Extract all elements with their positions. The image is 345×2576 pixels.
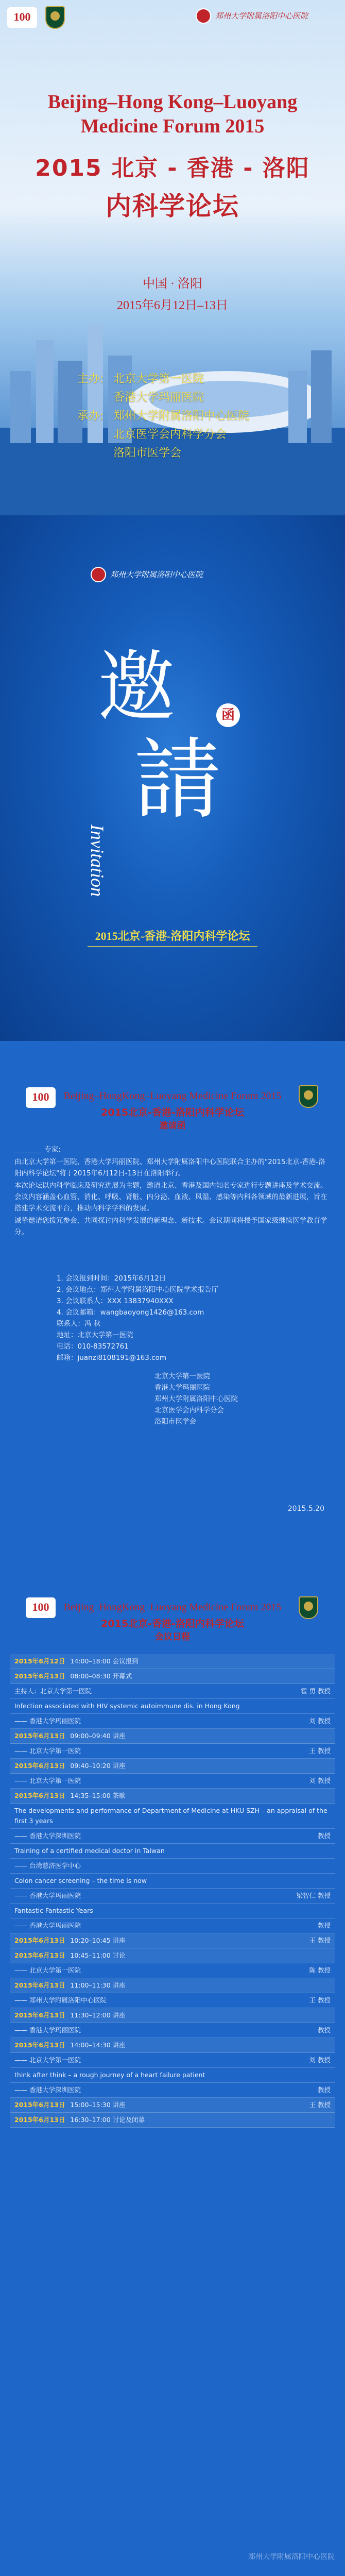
watermark: 郑州大学附属洛阳中心医院 <box>248 2553 335 2561</box>
schedule-row <box>10 1933 335 1948</box>
schedule-speaker: 霍 勇 教授 <box>301 1687 331 1695</box>
signer: 郑州大学附属洛阳中心医院 <box>154 1395 238 1403</box>
schedule-text: —— 香港大学玛丽医院 <box>14 1892 81 1899</box>
invitation-panel <box>0 515 345 1041</box>
schedule-text: think after think – a rough journey of a heart failure patient <box>14 2071 205 2079</box>
schedule-row <box>10 1684 335 1699</box>
pku-100-logo: 100 <box>26 1087 56 1108</box>
schedule-text: 16:30–17:00 讨论及闭幕 <box>70 2116 145 2124</box>
schedule-row <box>10 2023 335 2038</box>
schedule-text: —— 台湾慈济医学中心 <box>14 1862 81 1870</box>
schedule-row <box>10 1904 335 1918</box>
schedule-row <box>10 1829 335 1844</box>
letter-paragraph: 诚挚邀请您拨冗参会，共同探讨内科学发展的新理念、新技术。会议期间将授予国家级继续医学教育学分。 <box>14 1217 327 1236</box>
signer-list <box>154 1371 309 1427</box>
schedule-text: Colon cancer screening – the time is now <box>14 1877 147 1884</box>
schedule-time: 2015年6月13日 <box>14 2116 65 2124</box>
schedule-row <box>10 1889 335 1904</box>
title-en-line1: Beijing–Hong Kong–Luoyang <box>47 91 298 113</box>
letter-date: 2015.5.20 <box>287 1505 324 1513</box>
footer-divider <box>88 946 257 947</box>
schedule-text: 10:45–11:00 讨论 <box>70 1951 126 1959</box>
invitation-char-1: 邀 <box>98 645 176 731</box>
invitation-footer: 2015北京-香港-洛阳内科学论坛 <box>95 930 250 942</box>
contact-line: 地址：北京大学第一医院 <box>57 1331 133 1339</box>
schedule-row <box>10 2038 335 2053</box>
schedule-speaker: 陈 教授 <box>309 1966 331 1974</box>
schedule-speaker: 梁智仁 教授 <box>296 1892 331 1899</box>
schedule-text: 15:00–15:30 讲座 <box>70 2101 126 2109</box>
schedule-text: The developments and performance of Department of Medicine at HKU SZH – an appraisal of the first 3 years <box>14 1807 327 1825</box>
schedule-text: 主持人：北京大学第一医院 <box>14 1687 92 1695</box>
schedule-speaker: 王 教授 <box>309 1747 331 1755</box>
schedule-text: —— 北京大学第一医院 <box>14 1777 81 1784</box>
schedule-row <box>10 1729 335 1744</box>
schedule-panel <box>0 1567 345 2576</box>
schedule-time: 2015年6月13日 <box>14 2101 65 2109</box>
logo-100-text: 100 <box>13 10 31 23</box>
schedule-time: 2015年6月13日 <box>14 1672 65 1680</box>
schedule-speaker: 刘 教授 <box>309 2056 331 2064</box>
date-text: 2015年6月12日–13日 <box>117 299 228 312</box>
schedule-row <box>10 2113 335 2128</box>
contact-line: 3. 会议联系人：XXX 13837940XXX <box>57 1297 174 1305</box>
schedule-time: 2015年6月13日 <box>14 1981 65 1989</box>
contact-line: 2. 会议地点：郑州大学附属洛阳中心医院学术报告厅 <box>57 1286 219 1294</box>
schedule-text: —— 香港大学深圳医院 <box>14 1832 81 1840</box>
invitation-char-2: 請 <box>134 732 222 829</box>
contact-line: 1. 会议报到时间：2015年6月12日 <box>57 1274 166 1283</box>
schedule-row <box>10 1654 335 1669</box>
contact-line: 邮箱：juanzi8108191@163.com <box>57 1354 166 1362</box>
letter-head-sub: 邀请函 <box>159 1121 186 1131</box>
schedule-table <box>10 1654 335 2128</box>
schedule-speaker: 王 教授 <box>309 1996 331 2004</box>
schedule-time: 2015年6月13日 <box>14 1792 65 1799</box>
schedule-time: 2015年6月13日 <box>14 2011 65 2019</box>
schedule-text: —— 北京大学第一医院 <box>14 2056 81 2064</box>
organizer-row: 主办: 北京大学第一医院 <box>77 373 204 385</box>
title-cn-line1: 2015 北京 - 香港 - 洛阳 <box>35 155 310 181</box>
schedule-time: 2015年6月13日 <box>14 1951 65 1959</box>
schedule-row <box>10 1699 335 1714</box>
contact-line: 电话：010-83572761 <box>57 1342 129 1351</box>
schedule-text: —— 香港大学玛丽医院 <box>14 1922 81 1929</box>
title-en-line2: Medicine Forum 2015 <box>80 115 265 137</box>
letter-head-en: Beijing–HongKong–Luoyang Medicine Forum 2015 <box>63 1090 282 1102</box>
hospital-name: 郑州大学附属洛阳中心医院 <box>215 12 308 21</box>
schedule-row <box>10 1804 335 1829</box>
schedule-head-cn: 2015北京-香港-洛阳内科学论坛 <box>101 1618 244 1629</box>
pku-100-logo: 100 <box>26 1597 56 1618</box>
schedule-row <box>10 1759 335 1774</box>
hospital-name: 郑州大学附属洛阳中心医院 <box>110 571 203 579</box>
schedule-time: 2015年6月13日 <box>14 1937 65 1944</box>
schedule-text: Fantastic Fantastic Years <box>14 1907 93 1914</box>
schedule-speaker: 教授 <box>317 1922 331 1929</box>
letter-paragraph: 本次论坛以内科学临床及研究进展为主题，邀请北京、香港及国内知名专家进行专题讲座及学术交流。会议内容涵盖心血管、消化、呼吸、肾脏、内分泌、血液、风湿、感染等内科各领域的最新进展，旨在搭建学术交流平台，推动内科学学科的发展。 <box>14 1182 327 1213</box>
salutation: ________ 专家: <box>14 1146 61 1154</box>
schedule-time: 2015年6月13日 <box>14 2041 65 2049</box>
schedule-text: Infection associated with HIV systemic autoimmune dis. in Hong Kong <box>14 1702 240 1710</box>
schedule-speaker: 刘 教授 <box>309 1717 331 1725</box>
schedule-speaker: 教授 <box>317 2086 331 2094</box>
schedule-row <box>10 1774 335 1789</box>
schedule-text: —— 香港大学深圳医院 <box>14 2086 81 2094</box>
letter-panel <box>0 1041 345 1567</box>
schedule-text: —— 郑州大学附属洛阳中心医院 <box>14 1996 107 2004</box>
schedule-speaker: 王 教授 <box>309 2101 331 2109</box>
letter-body <box>14 1144 331 1239</box>
organizer-row: 北京医学会内科学分会 <box>113 428 227 441</box>
schedule-speaker: 教授 <box>317 2026 331 2034</box>
schedule-row <box>10 1859 335 1874</box>
schedule-row <box>10 1918 335 1933</box>
schedule-text: —— 香港大学玛丽医院 <box>14 2026 81 2034</box>
schedule-row <box>10 2008 335 2023</box>
schedule-text: 11:00–11:30 讲座 <box>70 1981 126 1989</box>
schedule-row <box>10 2068 335 2083</box>
signer: 香港大学玛丽医院 <box>154 1384 210 1392</box>
schedule-text: 14:00–14:30 讲座 <box>70 2041 126 2049</box>
schedule-text: 14:35–15:00 茶歇 <box>70 1792 126 1799</box>
schedule-text: 09:40–10:20 讲座 <box>70 1762 126 1770</box>
pku-100-logo <box>7 7 37 28</box>
schedule-head-sub: 会议日程 <box>155 1632 190 1642</box>
schedule-row <box>10 1789 335 1804</box>
organizer-row: 洛阳市医学会 <box>113 447 182 460</box>
schedule-speaker: 刘 教授 <box>309 1777 331 1784</box>
schedule-text: —— 香港大学玛丽医院 <box>14 1717 81 1725</box>
organizer-row: 承办: 郑州大学附属洛阳中心医院 <box>77 410 250 423</box>
signer: 洛阳市医学会 <box>154 1418 196 1426</box>
schedule-text: 09:00–09:40 讲座 <box>70 1732 126 1740</box>
schedule-time: 2015年6月12日 <box>14 1657 65 1665</box>
invitation-small-char: 函 <box>216 703 240 727</box>
schedule-time: 2015年6月13日 <box>14 1762 65 1770</box>
letter-head-cn: 2015北京-香港-洛阳内科学论坛 <box>101 1107 244 1118</box>
schedule-text: Training of a certified medical doctor in Taiwan <box>14 1847 165 1855</box>
schedule-row <box>10 1978 335 1993</box>
hospital-seal-icon <box>91 567 106 582</box>
schedule-row <box>10 2083 335 2098</box>
hospital-seal-icon <box>196 8 211 24</box>
cover-panel <box>0 0 345 515</box>
schedule-row <box>10 1948 335 1963</box>
contact-line: 联系人：冯 秋 <box>57 1320 101 1328</box>
schedule-row <box>10 1744 335 1759</box>
schedule-text: 08:00–08:30 开幕式 <box>70 1672 132 1680</box>
organizer-list <box>77 370 249 463</box>
schedule-text: 10:20–10:45 讲座 <box>70 1937 126 1944</box>
schedule-row <box>10 1669 335 1684</box>
schedule-row <box>10 2098 335 2113</box>
schedule-row <box>10 1874 335 1889</box>
schedule-text: —— 北京大学第一医院 <box>14 1966 81 1974</box>
schedule-speaker: 王 教授 <box>309 1937 331 1944</box>
title-cn-line2: 内科学论坛 <box>106 191 239 221</box>
contact-line: 4. 会议邮箱：wangbaoyong1426@163.com <box>57 1308 204 1317</box>
schedule-text: 14:00–18:00 会议报到 <box>70 1657 139 1665</box>
signer: 北京医学会内科学分会 <box>154 1406 224 1415</box>
schedule-speaker: 教授 <box>317 1832 331 1840</box>
schedule-text: —— 北京大学第一医院 <box>14 1747 81 1755</box>
schedule-row <box>10 1963 335 1978</box>
schedule-row <box>10 2053 335 2068</box>
signer: 北京大学第一医院 <box>154 1372 210 1380</box>
schedule-text: 11:30–12:00 讲座 <box>70 2011 126 2019</box>
schedule-time: 2015年6月13日 <box>14 1732 65 1740</box>
location-text: 中国 · 洛阳 <box>143 277 202 291</box>
invitation-english: Invitation <box>87 824 108 897</box>
hku-crest-icon <box>45 6 65 29</box>
contact-list <box>57 1273 263 1363</box>
schedule-row <box>10 1844 335 1859</box>
schedule-head-en: Beijing–HongKong–Luoyang Medicine Forum 2015 <box>63 1602 282 1613</box>
letter-paragraph: 由北京大学第一医院、香港大学玛丽医院、郑州大学附属洛阳中心医院联合主办的"2015北京-香港-洛阳内科学论坛"将于2015年6月12日-13日在洛阳举行。 <box>14 1158 325 1177</box>
schedule-row <box>10 1714 335 1729</box>
schedule-row <box>10 1993 335 2008</box>
organizer-row: 香港大学玛丽医院 <box>113 391 204 404</box>
